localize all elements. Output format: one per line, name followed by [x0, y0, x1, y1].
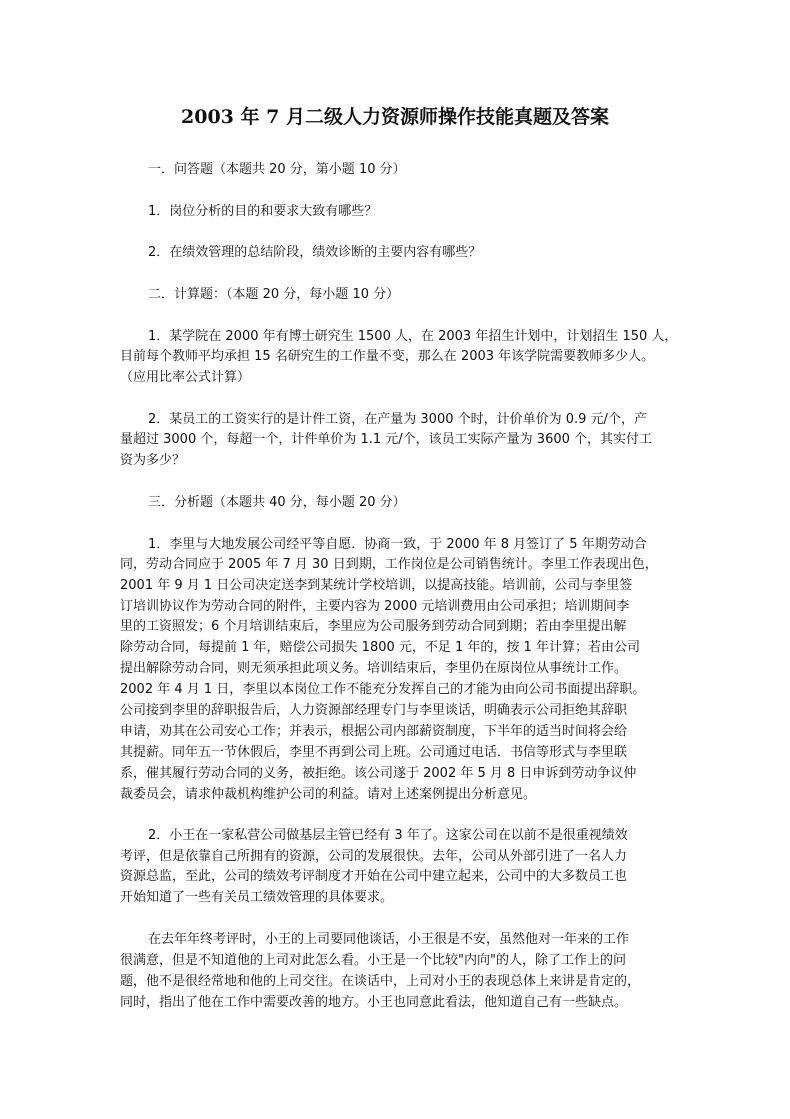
question-line: 2．在绩效管理的总结阶段，绩效诊断的主要内容有哪些？ [148, 245, 482, 260]
document-title: 2003 年 7 月二级人力资源师操作技能真题及答案 [181, 106, 609, 128]
paragraph-line: 系，催其履行劳动合同的义务，被拒绝。该公司遂于 2002 年 5 月 8 日申诉到劳动争议仲 [120, 766, 637, 781]
paragraph-line: 在去年年终考评时，小王的上司要同他谈话，小王很是不安，虽然他对一年来的工作 [148, 932, 630, 947]
paragraph-line: 提出解除劳动合同，则无须承担此项义务。培训结束后，李里仍在原岗位从事统计工作。 [120, 661, 628, 676]
paragraph-line: （应用比率公式计算） [120, 370, 251, 385]
paragraph-line: 申请，劝其在公司安心工作；并表示，根据公司内部薪资制度，下半年的适当时间将会给 [120, 724, 628, 739]
paragraph-line: 2．小王在一家私营公司做基层主管已经有 3 年了。这家公司在以前不是很重视绩效 [148, 828, 628, 843]
paragraph-line: 2．某员工的工资实行的是计件工资，在产量为 3000 个时，计价单价为 0.9 元/个，产 [148, 412, 647, 427]
paragraph-line: 除劳动合同，每提前 1 年，赔偿公司损失 1800 元，不足 1 年的，按 1 年计算；若由公司 [120, 640, 640, 655]
section-heading-analysis: 三．分析题（本题共 40 分，每小题 20 分） [148, 495, 406, 510]
paragraph-line: 2002 年 4 月 1 日，李里以本岗位工作不能充分发挥自己的才能为由向公司书面提出辞职。 [120, 682, 646, 697]
paragraph-line: 公司接到李里的辞职报告后，人力资源部经理专门与李里谈话，明确表示公司拒绝其辞职 [120, 703, 628, 718]
paragraph-line: 考评，但是依靠自己所拥有的资源，公司的发展很快。去年，公司从外部引进了一名人力 [120, 849, 628, 864]
question-line: 1．岗位分析的目的和要求大致有哪些？ [148, 204, 378, 219]
paragraph-line: 开始知道了一些有关员工绩效管理的具体要求。 [120, 890, 394, 905]
paragraph-line: 1．李里与大地发展公司经平等自愿．协商一致，于 2000 年 8 月签订了 5 年期劳动合 [148, 537, 647, 552]
paragraph-line: 资源总监，至此，公司的绩效考评制度才开始在公司中建立起来，公司中的大多数员工也 [120, 869, 628, 884]
paragraph-line: 很满意，但是不知道他的上司对此怎么看。小王是一个比较"内向"的人，除了工作上的问 [120, 953, 626, 968]
section-heading-qa: 一．问答题（本题共 20 分，第小题 10 分） [148, 162, 406, 177]
paragraph-line: 同，劳动合同应于 2005 年 7 月 30 日到期，工作岗位是公司销售统计。李里工作表现出色， [120, 557, 658, 572]
paragraph-line: 目前每个教师平均承担 15 名研究生的工作量不变，那么在 2003 年该学院需要教师多少人。 [120, 349, 655, 364]
paragraph-line: 资为多少？ [120, 453, 186, 468]
paragraph-line: 同时，指出了他在工作中需要改善的地方。小王也同意此看法，他知道自己有一些缺点。 [120, 995, 628, 1010]
paragraph-line: 量超过 3000 个，每超一个，计件单价为 1.1 元/个，该员工实际产量为 3600 个，其实付工 [120, 432, 653, 447]
paragraph-line: 其提薪。同年五一节休假后，李里不再到公司上班。公司通过电话．书信等形式与李里联 [120, 745, 628, 760]
paragraph-line: 里的工资照发；6 个月培训结束后，李里应为公司服务到劳动合同到期；若由李里提出解 [120, 619, 627, 634]
paragraph-line: 订培训协议作为劳动合同的附件，主要内容为 2000 元培训费用由公司承担；培训期间李 [120, 599, 630, 614]
section-heading-calc: 二．计算题：（本题 20 分，每小题 10 分） [148, 287, 400, 302]
paragraph-line: 题，他不是很经常地和他的上司交往。在谈话中，上司对小王的表现总体上来讲是肯定的， [120, 974, 641, 989]
paragraph-line: 裁委员会，请求仲裁机构维护公司的利益。请对上述案例提出分析意见。 [120, 787, 537, 802]
paragraph-line: 1．某学院在 2000 年有博士研究生 1500 人，在 2003 年招生计划中，计划招生 150 人， [148, 329, 678, 344]
paragraph-line: 2001 年 9 月 1 日公司决定送李到某统计学校培训，以提高技能。培训前，公司与李里签 [120, 578, 633, 593]
